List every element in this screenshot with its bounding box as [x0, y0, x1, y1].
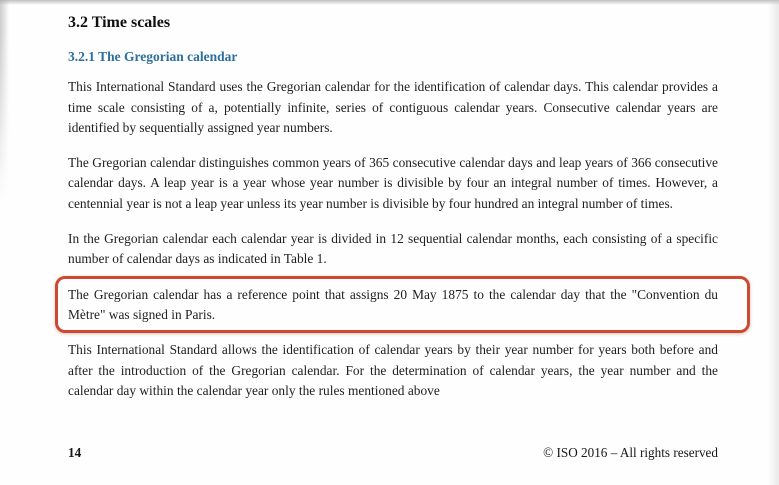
- paragraph-year-identification: This International Standard allows the identification of calendar years by their year number for years both before and after the introduction of the Gregorian calendar. For the determination of calendar years, the year number and the calendar day within the calendar year only the rules mentioned above: [68, 341, 718, 399]
- subsection-heading: 3.2.1 The Gregorian calendar: [68, 49, 238, 64]
- page-number: 14: [68, 445, 82, 460]
- section-heading: 3.2 Time scales: [68, 14, 171, 31]
- page-content: [68, 0, 718, 402]
- page-footer: [68, 445, 718, 461]
- paragraph-leap-years: The Gregorian calendar distinguishes common years of 365 consecutive calendar days and leap years of 366 consecutive calendar days. A leap year is a year whose year number is divisible by four an integral number of times. However, a centennial year is not a leap year unless its year number is divisible by four hundred an integral number of times.: [68, 154, 718, 211]
- highlighted-paragraph: [68, 285, 718, 326]
- page-edge-left: [0, 0, 9, 210]
- copyright-notice: © ISO 2016 – All rights reserved: [543, 445, 718, 460]
- paragraph-reference-point: The Gregorian calendar has a reference point that assigns 20 May 1875 to the calendar day that the "Convention du Mètre" was signed in Paris.: [68, 286, 718, 323]
- paragraph-gregorian-intro: This International Standard uses the Gregorian calendar for the identification of calendar days. This calendar provides a time scale consisting of a, potentially infinite, series of contiguous calendar years. Consecutive calendar years are identified by sequentially assigned year numbers.: [68, 79, 718, 136]
- paragraph-calendar-months: In the Gregorian calendar each calendar year is divided in 12 sequential calendar months, each consisting of a specific number of calendar days as indicated in Table 1.: [68, 230, 718, 267]
- page-edge-right: [768, 0, 779, 485]
